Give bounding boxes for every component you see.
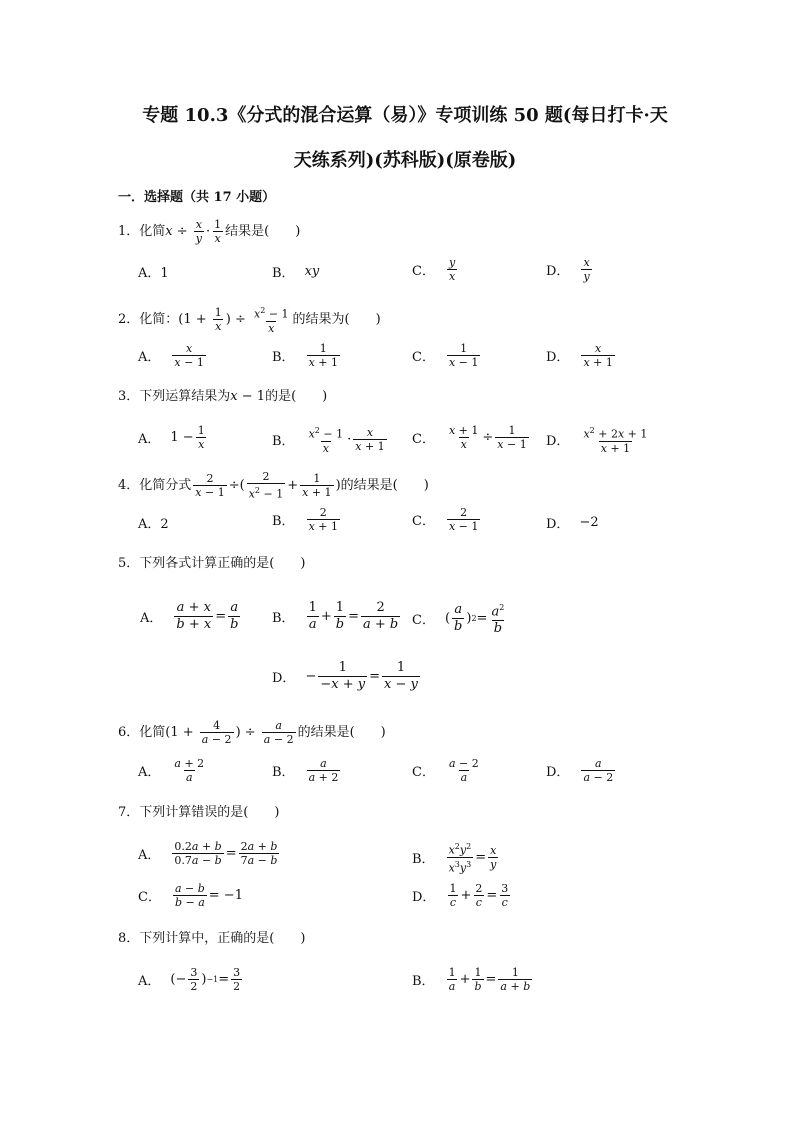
document-title-line2: 天练系列)(苏科版)(原卷版) — [293, 150, 517, 171]
option-label: A．2 — [138, 517, 169, 532]
option-7a: A． $\frac{0.2a + b}{0.7a - b}$ = $\frac{2a + b}{7a - b}$ — [138, 840, 278, 867]
option-8a: A． (− $\frac{3}{2}$ ) −1 = $\frac{3}{2}$ — [138, 966, 241, 993]
option-label: C． — [412, 765, 435, 780]
question-4: 4．化简分式 $\frac{2}{x - 1}$ ÷( $\frac{2}{x^2 - 1}$ + $\frac{1}{x + 1}$ )的结果是( ) — [118, 470, 429, 501]
option-1b: B． xy — [272, 264, 320, 281]
option-4a — [138, 513, 169, 532]
question-stem-end: 的结果是( ) — [297, 725, 386, 740]
option-3b: B． $\frac{x^2 - 1}{x}$ · $\frac{x}{x + 1}$ — [272, 425, 385, 455]
option-label: B． — [272, 514, 295, 529]
question-stem: 3．下列运算结果为 — [118, 389, 231, 404]
option-1a — [138, 262, 169, 281]
question-2: 2．化简：(1 + $\frac{1}{x}$ ) ÷ $\frac{x^2 - 1}{x}$ 的结果为( ) — [118, 305, 381, 335]
option-6c: C． $\frac{a - 2}{a}$ — [412, 757, 479, 784]
option-5d: D． − $\frac{1}{-x + y}$ = $\frac{1}{x - y}$ — [272, 660, 418, 692]
option-label: B． — [412, 851, 435, 867]
option-6a: A． $\frac{a + 2}{a}$ — [138, 757, 205, 784]
option-3d: D． $\frac{x^2 + 2x + 1}{x + 1}$ — [546, 426, 648, 455]
option-label: C． — [412, 432, 435, 447]
option-7b: B． $\frac{x^2y^2}{x^3y^3}$ = $\frac{x}{y}$ — [412, 842, 497, 875]
document-title-line1: 专题 10.3《分式的混合运算（易）》专项训练 50 题(每日打卡·天 — [142, 105, 668, 126]
option-label: C． — [412, 350, 435, 365]
question-6: 6．化简(1 + $\frac{4}{a - 2}$ ) ÷ $\frac{a}{a - 2}$ 的结果是( ) — [118, 719, 386, 746]
option-8b: B． $\frac{1}{a}$ + $\frac{1}{b}$ = $\frac{1}{a + b}$ — [412, 966, 531, 993]
option-1c: C． $\frac{y}{x}$ — [412, 256, 456, 283]
option-label: D． — [546, 433, 570, 449]
option-label: D． — [546, 264, 570, 279]
option-label: C． — [412, 613, 435, 629]
question-1: 1．化简x ÷ $\frac{x}{y}$ · $\frac{1}{x}$ 结果是( ) — [118, 218, 301, 245]
question-8 — [118, 930, 305, 948]
option-2b: B． $\frac{1}{x + 1}$ — [272, 342, 338, 369]
option-2c: C． $\frac{1}{x - 1}$ — [412, 342, 479, 369]
option-7c: C． $\frac{a - b}{b - a}$ = −1 — [138, 882, 243, 909]
option-label: A．1 — [138, 266, 169, 281]
question-stem-end: 的是( ) — [265, 389, 328, 404]
question-stem: 5．下列各式计算正确的是( ) — [118, 556, 306, 571]
option-label: B． — [412, 974, 435, 989]
option-4b: B． $\frac{2}{x + 1}$ — [272, 506, 338, 533]
option-label: A． — [138, 848, 161, 863]
option-label: B． — [272, 765, 295, 780]
option-label: A． — [138, 765, 161, 780]
option-3a: A． 1 − $\frac{1}{x}$ — [138, 424, 205, 451]
question-stem-end: 的结果是( ) — [340, 477, 429, 493]
option-label: D． — [546, 517, 570, 532]
option-2a: A． $\frac{x}{x - 1}$ — [138, 342, 204, 369]
option-4c: C． $\frac{2}{x - 1}$ — [412, 506, 479, 533]
option-label: A． — [138, 974, 161, 989]
question-stem: 4．化简分式 — [118, 477, 192, 493]
question-stem: 6．化简 — [118, 725, 166, 740]
option-label: B． — [272, 611, 295, 626]
option-label: D． — [546, 765, 570, 780]
question-7 — [118, 804, 279, 822]
question-stem: 2．化简： — [118, 311, 179, 327]
question-stem-end: 的结果为( ) — [292, 311, 381, 327]
option-2d: D． $\frac{x}{x + 1}$ — [546, 342, 613, 369]
option-label: B． — [272, 350, 295, 365]
option-label: A． — [138, 350, 161, 365]
option-label: B． — [272, 266, 295, 281]
section-heading: 一．选择题（共 17 小题） — [118, 190, 276, 205]
option-label: D． — [272, 671, 296, 686]
option-label: C． — [138, 890, 161, 905]
option-5b: B． $\frac{1}{a}$ + $\frac{1}{b}$ = $\frac{2}{a + b}$ — [272, 600, 399, 632]
option-5c: C． ( $\frac{a}{b}$ ) 2 = $\frac{a^2}{b}$ — [412, 602, 505, 637]
option-1d: D． $\frac{x}{y}$ — [546, 256, 590, 283]
option-4d: D． −2 — [546, 515, 599, 532]
option-6b: B． $\frac{a}{a + 2}$ — [272, 757, 339, 784]
option-6d: D． $\frac{a}{a - 2}$ — [546, 757, 614, 784]
option-label: D． — [412, 890, 436, 905]
option-label: C． — [412, 514, 435, 529]
option-label: A． — [138, 432, 161, 447]
question-stem: 8．下列计算中，正确的是( ) — [118, 931, 306, 946]
question-stem: 7．下列计算错误的是( ) — [118, 805, 280, 820]
question-stem: 1．化简 — [118, 224, 166, 239]
question-5 — [118, 555, 305, 573]
option-label: A． — [140, 611, 163, 626]
option-label: D． — [546, 350, 570, 365]
option-3c: C． $\frac{x + 1}{x}$ ÷ $\frac{1}{x - 1}$ — [412, 424, 527, 451]
option-label: C． — [412, 264, 435, 279]
question-stem-end: 结果是( ) — [225, 224, 301, 239]
question-3: 3．下列运算结果为x − 1的是( ) — [118, 389, 328, 404]
option-5a: A． $\frac{a + x}{b + x}$ = $\frac{a}{b}$ — [140, 600, 239, 632]
option-label: B． — [272, 433, 295, 449]
option-7d: D． $\frac{1}{c}$ + $\frac{2}{c}$ = $\frac{3}{c}$ — [412, 882, 509, 909]
